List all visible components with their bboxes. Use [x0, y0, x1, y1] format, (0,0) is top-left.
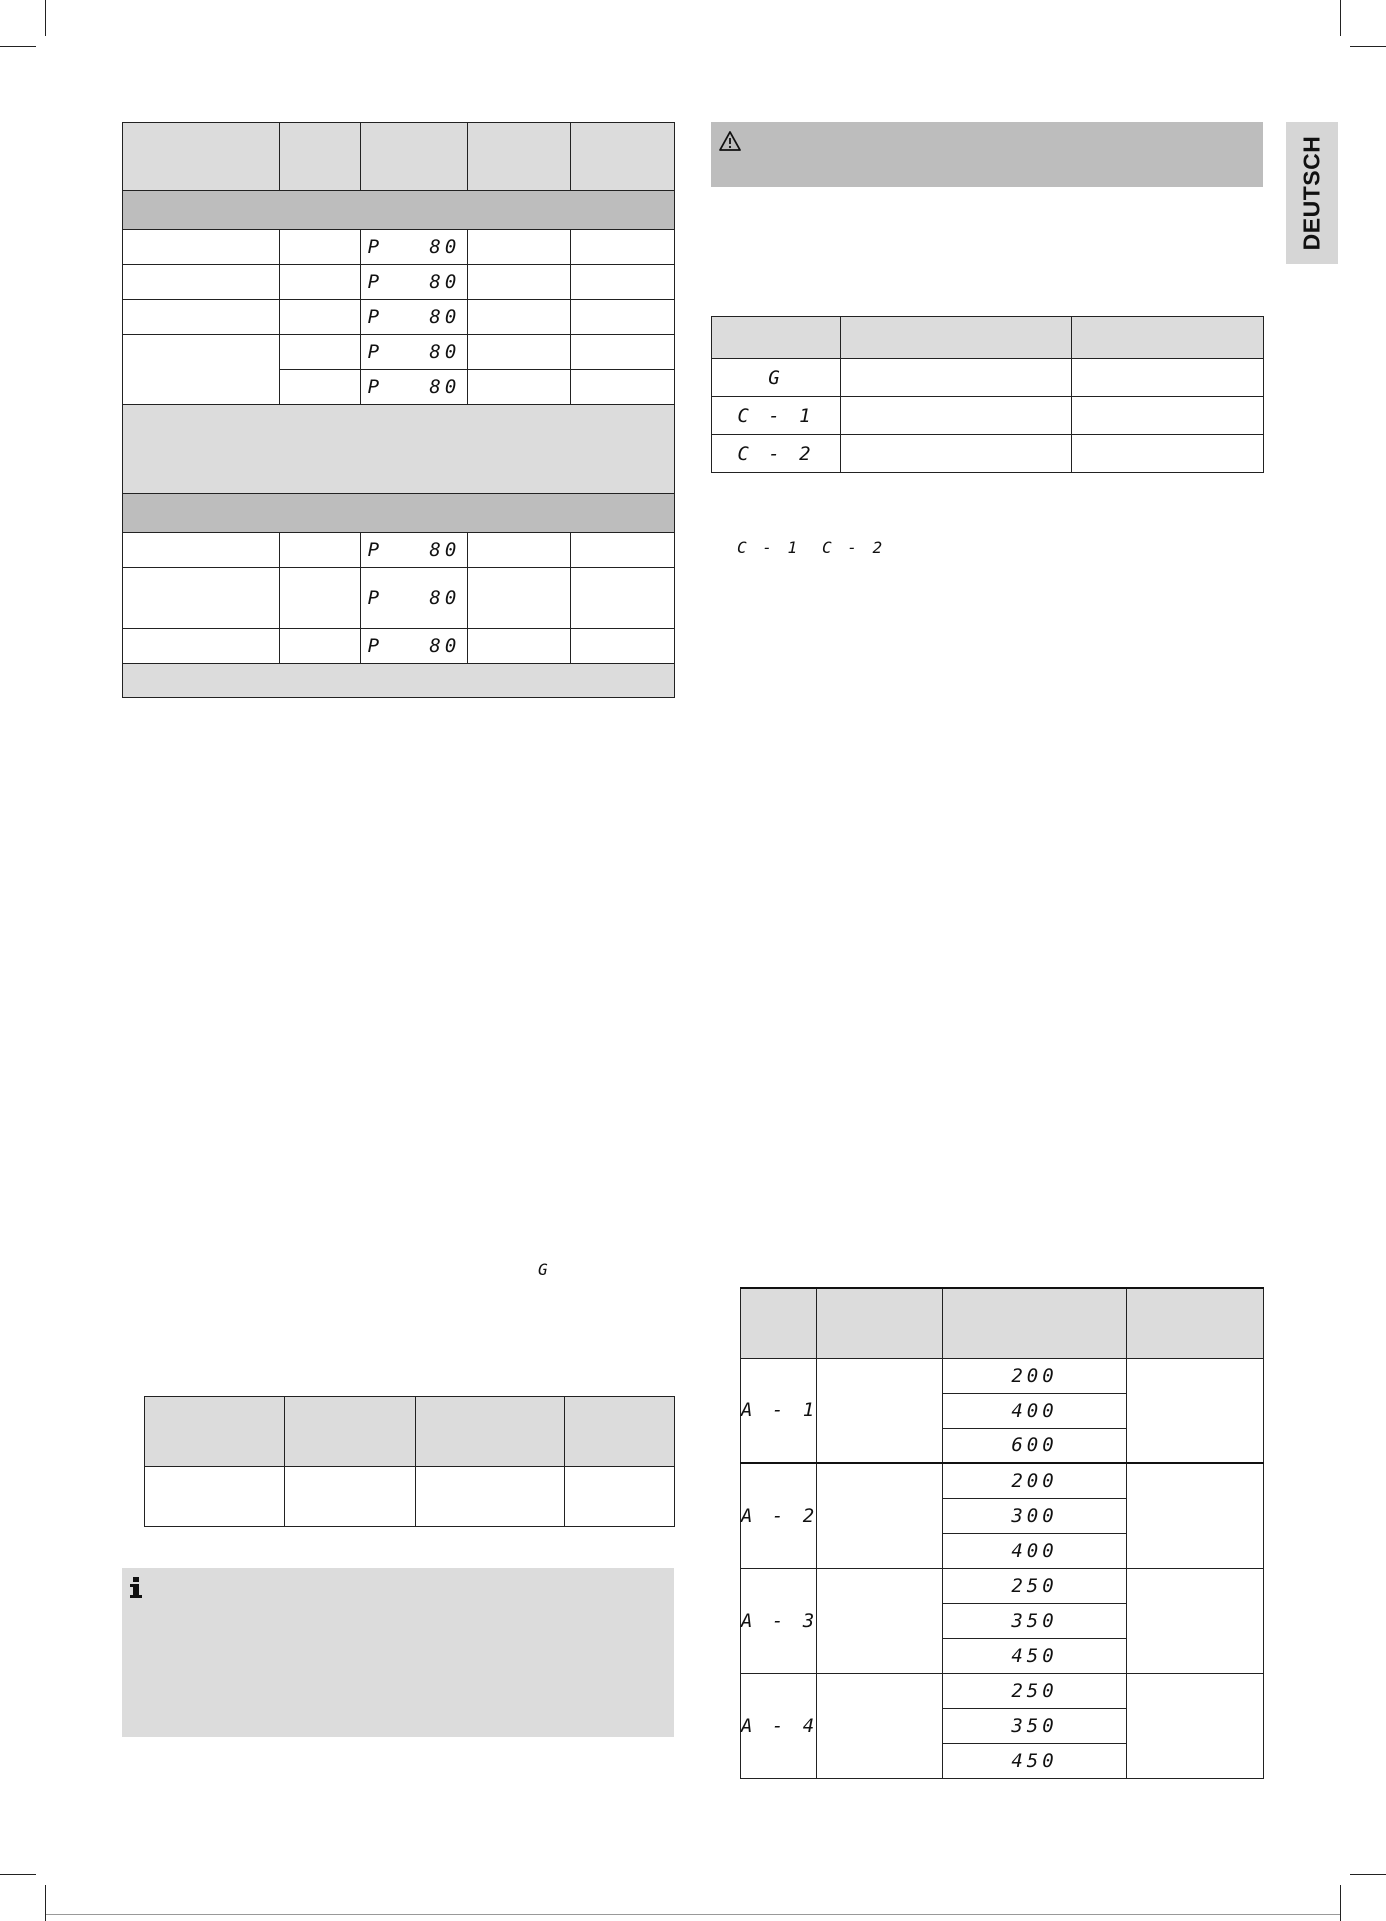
mode-code: C - 1	[737, 404, 815, 427]
page-bottom-rule	[46, 1914, 1340, 1915]
warning-panel	[711, 122, 1263, 187]
table-header-row	[712, 317, 1264, 359]
table-header-cell	[123, 123, 280, 191]
program-code: A - 3	[741, 1609, 819, 1632]
language-tab[interactable]	[1286, 122, 1338, 264]
auto-program-table	[740, 1287, 1264, 1779]
program-value: 250	[1011, 1679, 1058, 1702]
table-header-cell	[1127, 1288, 1264, 1358]
display-value: P 80	[367, 236, 461, 258]
program-code: A - 4	[741, 1714, 819, 1737]
table-header-cell	[741, 1288, 817, 1358]
table-row	[123, 568, 675, 629]
crop-mark	[1350, 1874, 1386, 1875]
program-value: 350	[1011, 1609, 1058, 1632]
info-panel	[122, 1568, 674, 1737]
table-row	[741, 1358, 1264, 1393]
section-band	[123, 191, 675, 230]
table-header-cell	[841, 317, 1072, 359]
inline-code-c2: C - 2	[822, 538, 886, 557]
section-band	[123, 494, 675, 533]
crop-mark	[45, 1885, 46, 1921]
display-value: P 80	[367, 306, 461, 328]
table-row	[741, 1463, 1264, 1498]
info-icon	[130, 1577, 142, 1599]
table-row	[123, 265, 675, 300]
display-value: P 80	[367, 376, 461, 398]
program-value: 350	[1011, 1714, 1058, 1737]
table-header-cell	[280, 123, 361, 191]
crop-mark	[45, 0, 46, 36]
table-header-cell	[145, 1397, 285, 1467]
program-value: 600	[1011, 1434, 1058, 1457]
table-header-row	[145, 1397, 675, 1467]
table-header-cell	[712, 317, 841, 359]
inline-code-g: G	[538, 1260, 551, 1279]
footer-band	[123, 664, 675, 698]
table-row	[123, 629, 675, 664]
program-value: 200	[1011, 1469, 1058, 1492]
table-row	[712, 359, 1264, 397]
display-value: P 80	[367, 587, 461, 609]
mode-table	[711, 316, 1264, 473]
table-header-cell	[571, 123, 675, 191]
table-header-cell	[817, 1288, 943, 1358]
table-row	[712, 397, 1264, 435]
warning-triangle-icon	[718, 130, 742, 152]
table-header-row	[741, 1288, 1264, 1358]
program-code: A - 2	[741, 1504, 819, 1527]
program-value: 300	[1011, 1504, 1058, 1527]
table-row	[741, 1673, 1264, 1708]
program-code: A - 1	[741, 1399, 819, 1422]
inline-code-c1: C - 1	[737, 538, 801, 557]
table-row	[123, 300, 675, 335]
crop-mark	[1340, 1885, 1341, 1921]
table-header-cell	[416, 1397, 565, 1467]
program-value: 400	[1011, 1399, 1058, 1422]
table-header-cell	[1072, 317, 1264, 359]
table-row	[123, 230, 675, 265]
display-value: P 80	[367, 539, 461, 561]
program-value: 450	[1011, 1749, 1058, 1772]
mode-code: G	[768, 366, 784, 389]
table-row	[123, 533, 675, 568]
display-value: P 80	[367, 635, 461, 657]
table-header-cell	[468, 123, 571, 191]
table-row	[123, 335, 675, 370]
program-value: 400	[1011, 1539, 1058, 1562]
small-table	[144, 1396, 675, 1527]
display-value: P 80	[367, 341, 461, 363]
crop-mark	[0, 1874, 36, 1875]
crop-mark	[0, 46, 36, 47]
table-header-cell	[285, 1397, 416, 1467]
program-value: 200	[1011, 1364, 1058, 1387]
crop-mark	[1350, 46, 1386, 47]
display-value: P 80	[367, 271, 461, 293]
table-row	[712, 435, 1264, 473]
crop-mark	[1340, 0, 1341, 36]
language-tab-label: DEUTSCH	[1298, 135, 1325, 251]
table-row	[741, 1568, 1264, 1603]
table-row	[145, 1467, 675, 1527]
program-table	[122, 122, 675, 698]
table-header-cell	[361, 123, 468, 191]
mode-code: C - 2	[737, 442, 815, 465]
table-header-row	[123, 123, 675, 191]
table-header-cell	[565, 1397, 675, 1467]
table-header-cell	[943, 1288, 1127, 1358]
note-band	[123, 405, 675, 494]
program-value: 250	[1011, 1574, 1058, 1597]
program-value: 450	[1011, 1644, 1058, 1667]
